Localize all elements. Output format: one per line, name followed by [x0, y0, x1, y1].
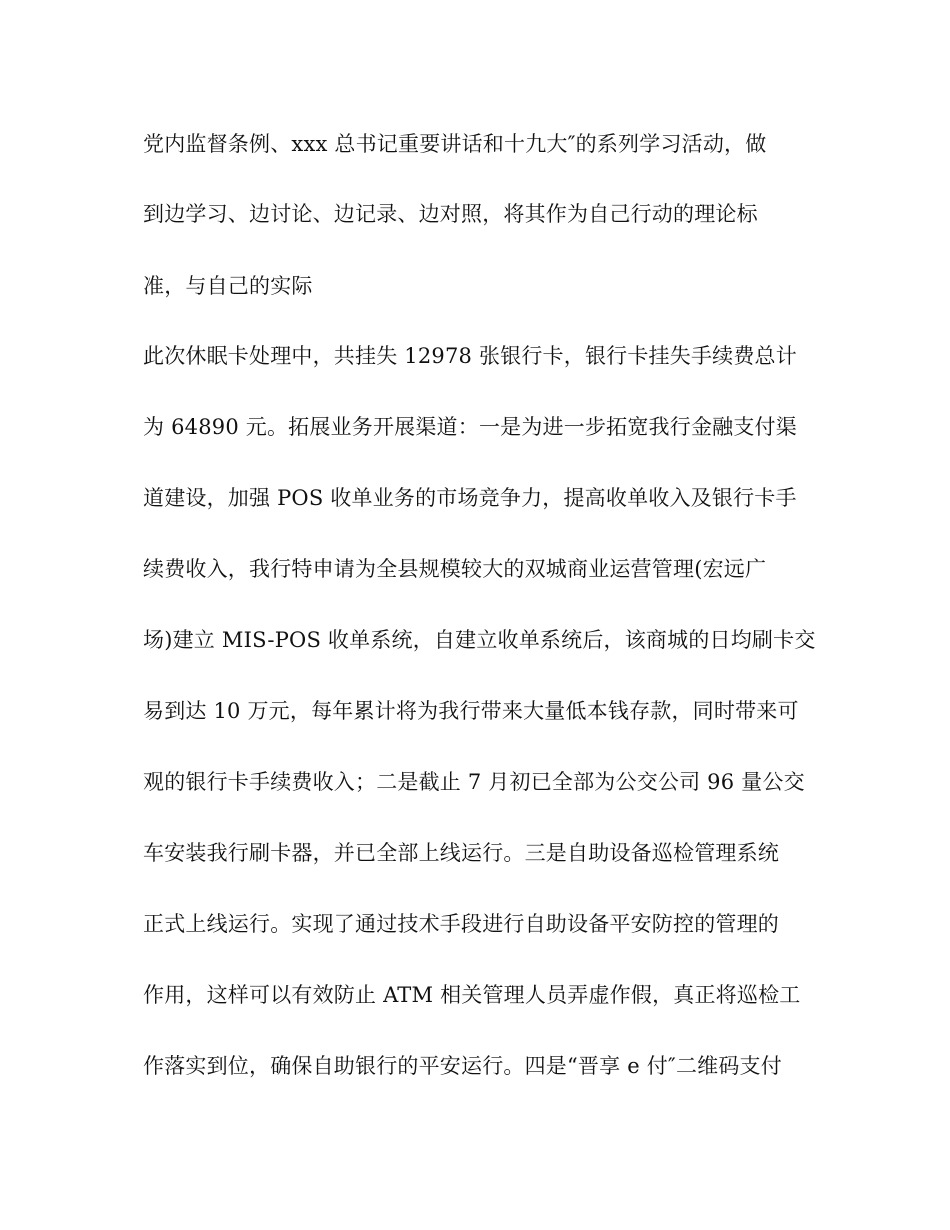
text-line-3: 准，与自己的实际 — [143, 274, 313, 298]
text-line-1: 党内监督条例、xxx 总书记重要讲话和十九大″的系列学习活动，做 — [143, 132, 767, 156]
text-line-7: 续费收入，我行特申请为全县规模较大的双城商业运营管理(宏远广 — [143, 557, 767, 581]
text-line-5: 为 64890 元。拓展业务开展渠道：一是为进一步拓宽我行金融支付渠 — [143, 415, 797, 439]
text-line-4: 此次休眠卡处理中，共挂失 12978 张银行卡，银行卡挂失手续费总计 — [143, 344, 797, 368]
text-line-10: 观的银行卡手续费收入；二是截止 7 月初已全部为公交公司 96 量公交 — [143, 770, 805, 794]
text-line-12: 正式上线运行。实现了通过技术手段进行自助设备平安防控的管理的 — [143, 912, 779, 936]
text-line-14: 作落实到位，确保自助银行的平安运行。四是“晋享 e 付″二维码支付 — [143, 1054, 782, 1078]
text-line-2: 到边学习、边讨论、边记录、边对照，将其作为自己行动的理论标 — [143, 202, 758, 226]
text-line-13: 作用，这样可以有效防止 ATM 相关管理人员弄虚作假，真正将巡检工 — [143, 983, 801, 1007]
text-line-9: 易到达 10 万元，每年累计将为我行带来大量低本钱存款，同时带来可 — [143, 699, 799, 723]
text-line-8: 场)建立 MIS-POS 收单系统，自建立收单系统后，该商城的日均刷卡交 — [143, 628, 816, 652]
text-line-11: 车安装我行刷卡器，并已全部上线运行。三是自助设备巡检管理系统 — [143, 841, 779, 865]
text-line-6: 道建设，加强 POS 收单业务的市场竞争力，提高收单收入及银行卡手 — [143, 486, 797, 510]
